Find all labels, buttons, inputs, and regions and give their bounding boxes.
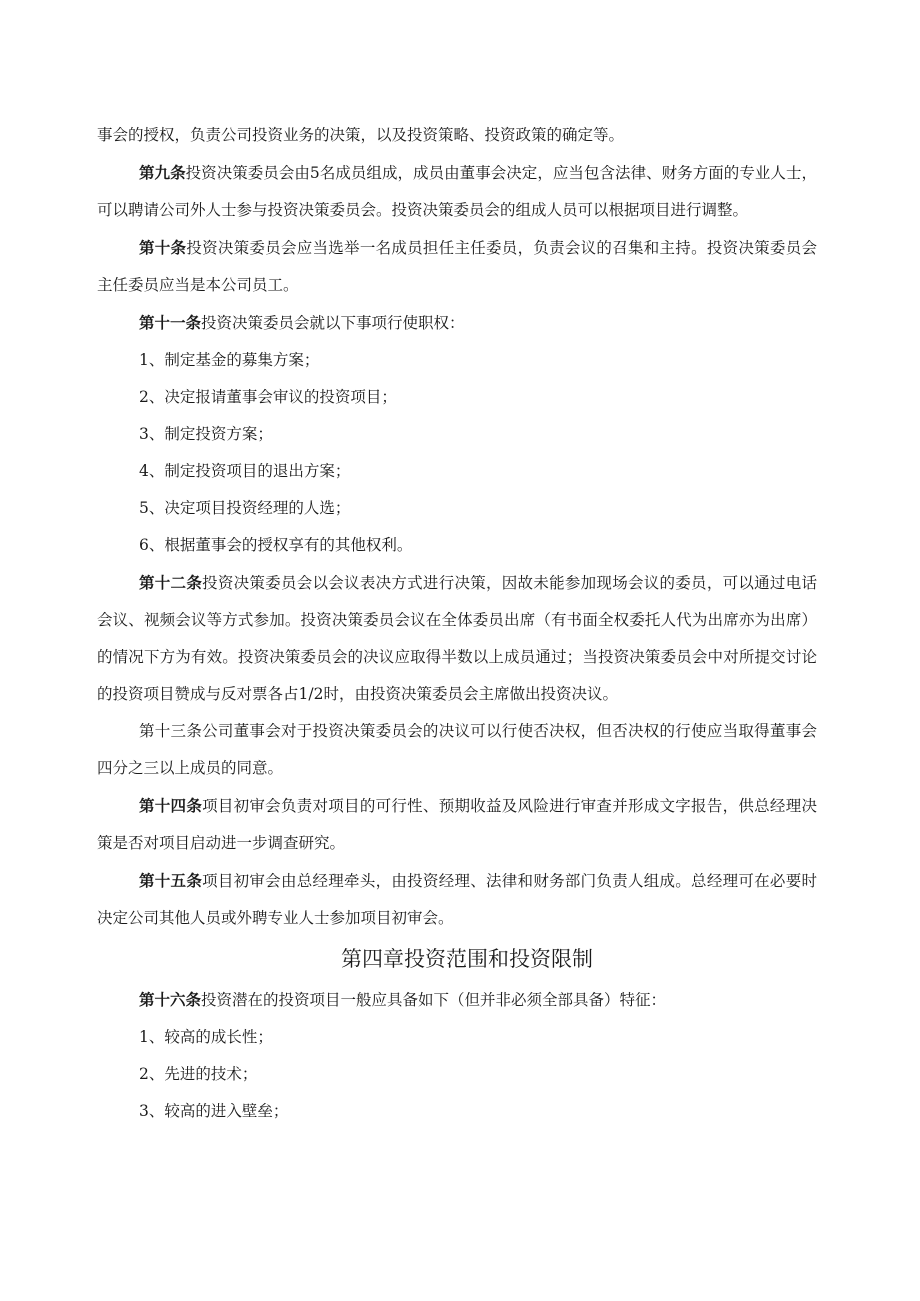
list-item: 5、决定项目投资经理的人选； (139, 499, 351, 517)
article-15-label: 第十五条 (139, 871, 203, 890)
article-10-text: 投资决策委员会应当选举一名成员担任主任委员，负责会议的召集和主持。投资决策委员会主任委员应当是本公司员工。 (97, 239, 817, 294)
article-11 (97, 304, 817, 342)
list-item: 2、先进的技术； (139, 1065, 258, 1083)
article-9-text: 投资决策委员会由5名成员组成，成员由董事会决定，应当包含法律、财务方面的专业人士，可以聘请公司外人士参与投资决策委员会。投资决策委员会的组成人员可以根据项目进行调整。 (97, 164, 817, 219)
list-item: 6、根据董事会的授权享有的其他权利。 (139, 536, 413, 554)
article-13: 第十三条公司董事会对于投资决策委员会的决议可以行使否决权，但否决权的行使应当取得董事会四分之三以上成员的同意。 (97, 722, 817, 777)
article-14 (97, 787, 817, 862)
list-item: 3、制定投资方案； (139, 425, 273, 443)
list-item: 2、决定报请董事会审议的投资项目； (139, 388, 397, 406)
article-12 (97, 564, 817, 713)
article-16-text: 投资潜在的投资项目一般应具备如下（但并非必须全部具备）特征： (201, 991, 667, 1009)
article-14-label: 第十四条 (139, 796, 203, 815)
article-16-label: 第十六条 (139, 990, 202, 1009)
paragraph-continuation: 事会的授权，负责公司投资业务的决策，以及投资策略、投资政策的确定等。 (97, 126, 625, 144)
article-9-label: 第九条 (139, 163, 186, 182)
list-item: 1、较高的成长性； (139, 1028, 273, 1046)
article-10 (97, 229, 817, 304)
chapter-4-heading: 第四章投资范围和投资限制 (341, 947, 593, 971)
document-body (97, 117, 817, 1130)
article-12-label: 第十二条 (139, 573, 203, 592)
list-item: 1、制定基金的募集方案； (139, 351, 320, 369)
list-item: 3、较高的进入壁垒； (139, 1102, 289, 1120)
list-item: 4、制定投资项目的退出方案； (139, 462, 351, 480)
article-14-text: 项目初审会负责对项目的可行性、预期收益及风险进行审查并形成文字报告，供总经理决策是否对项目启动进一步调查研究。 (97, 797, 817, 852)
article-15 (97, 862, 817, 937)
article-11-text: 投资决策委员会就以下事项行使职权： (201, 314, 465, 332)
article-16 (97, 981, 817, 1019)
article-15-text: 项目初审会由总经理牵头，由投资经理、法律和财务部门负责人组成。总经理可在必要时决定公司其他人员或外聘专业人士参加项目初审会。 (97, 872, 817, 927)
article-10-label: 第十条 (139, 238, 187, 257)
article-12-text: 投资决策委员会以会议表决方式进行决策，因故未能参加现场会议的委员，可以通过电话会议、视频会议等方式参加。投资决策委员会议在全体委员出席（有书面全权委托人代为出席亦为出席）的情况下方为有效。投资决策委员会的决议应取得半数以上成员通过；当投资决策委员会中对所提交讨论的投资项目赞成与反对票各占1/2时，由投资决策委员会主席做出投资决议。 (97, 574, 817, 703)
article-9 (97, 154, 817, 229)
article-11-label: 第十一条 (139, 313, 202, 332)
